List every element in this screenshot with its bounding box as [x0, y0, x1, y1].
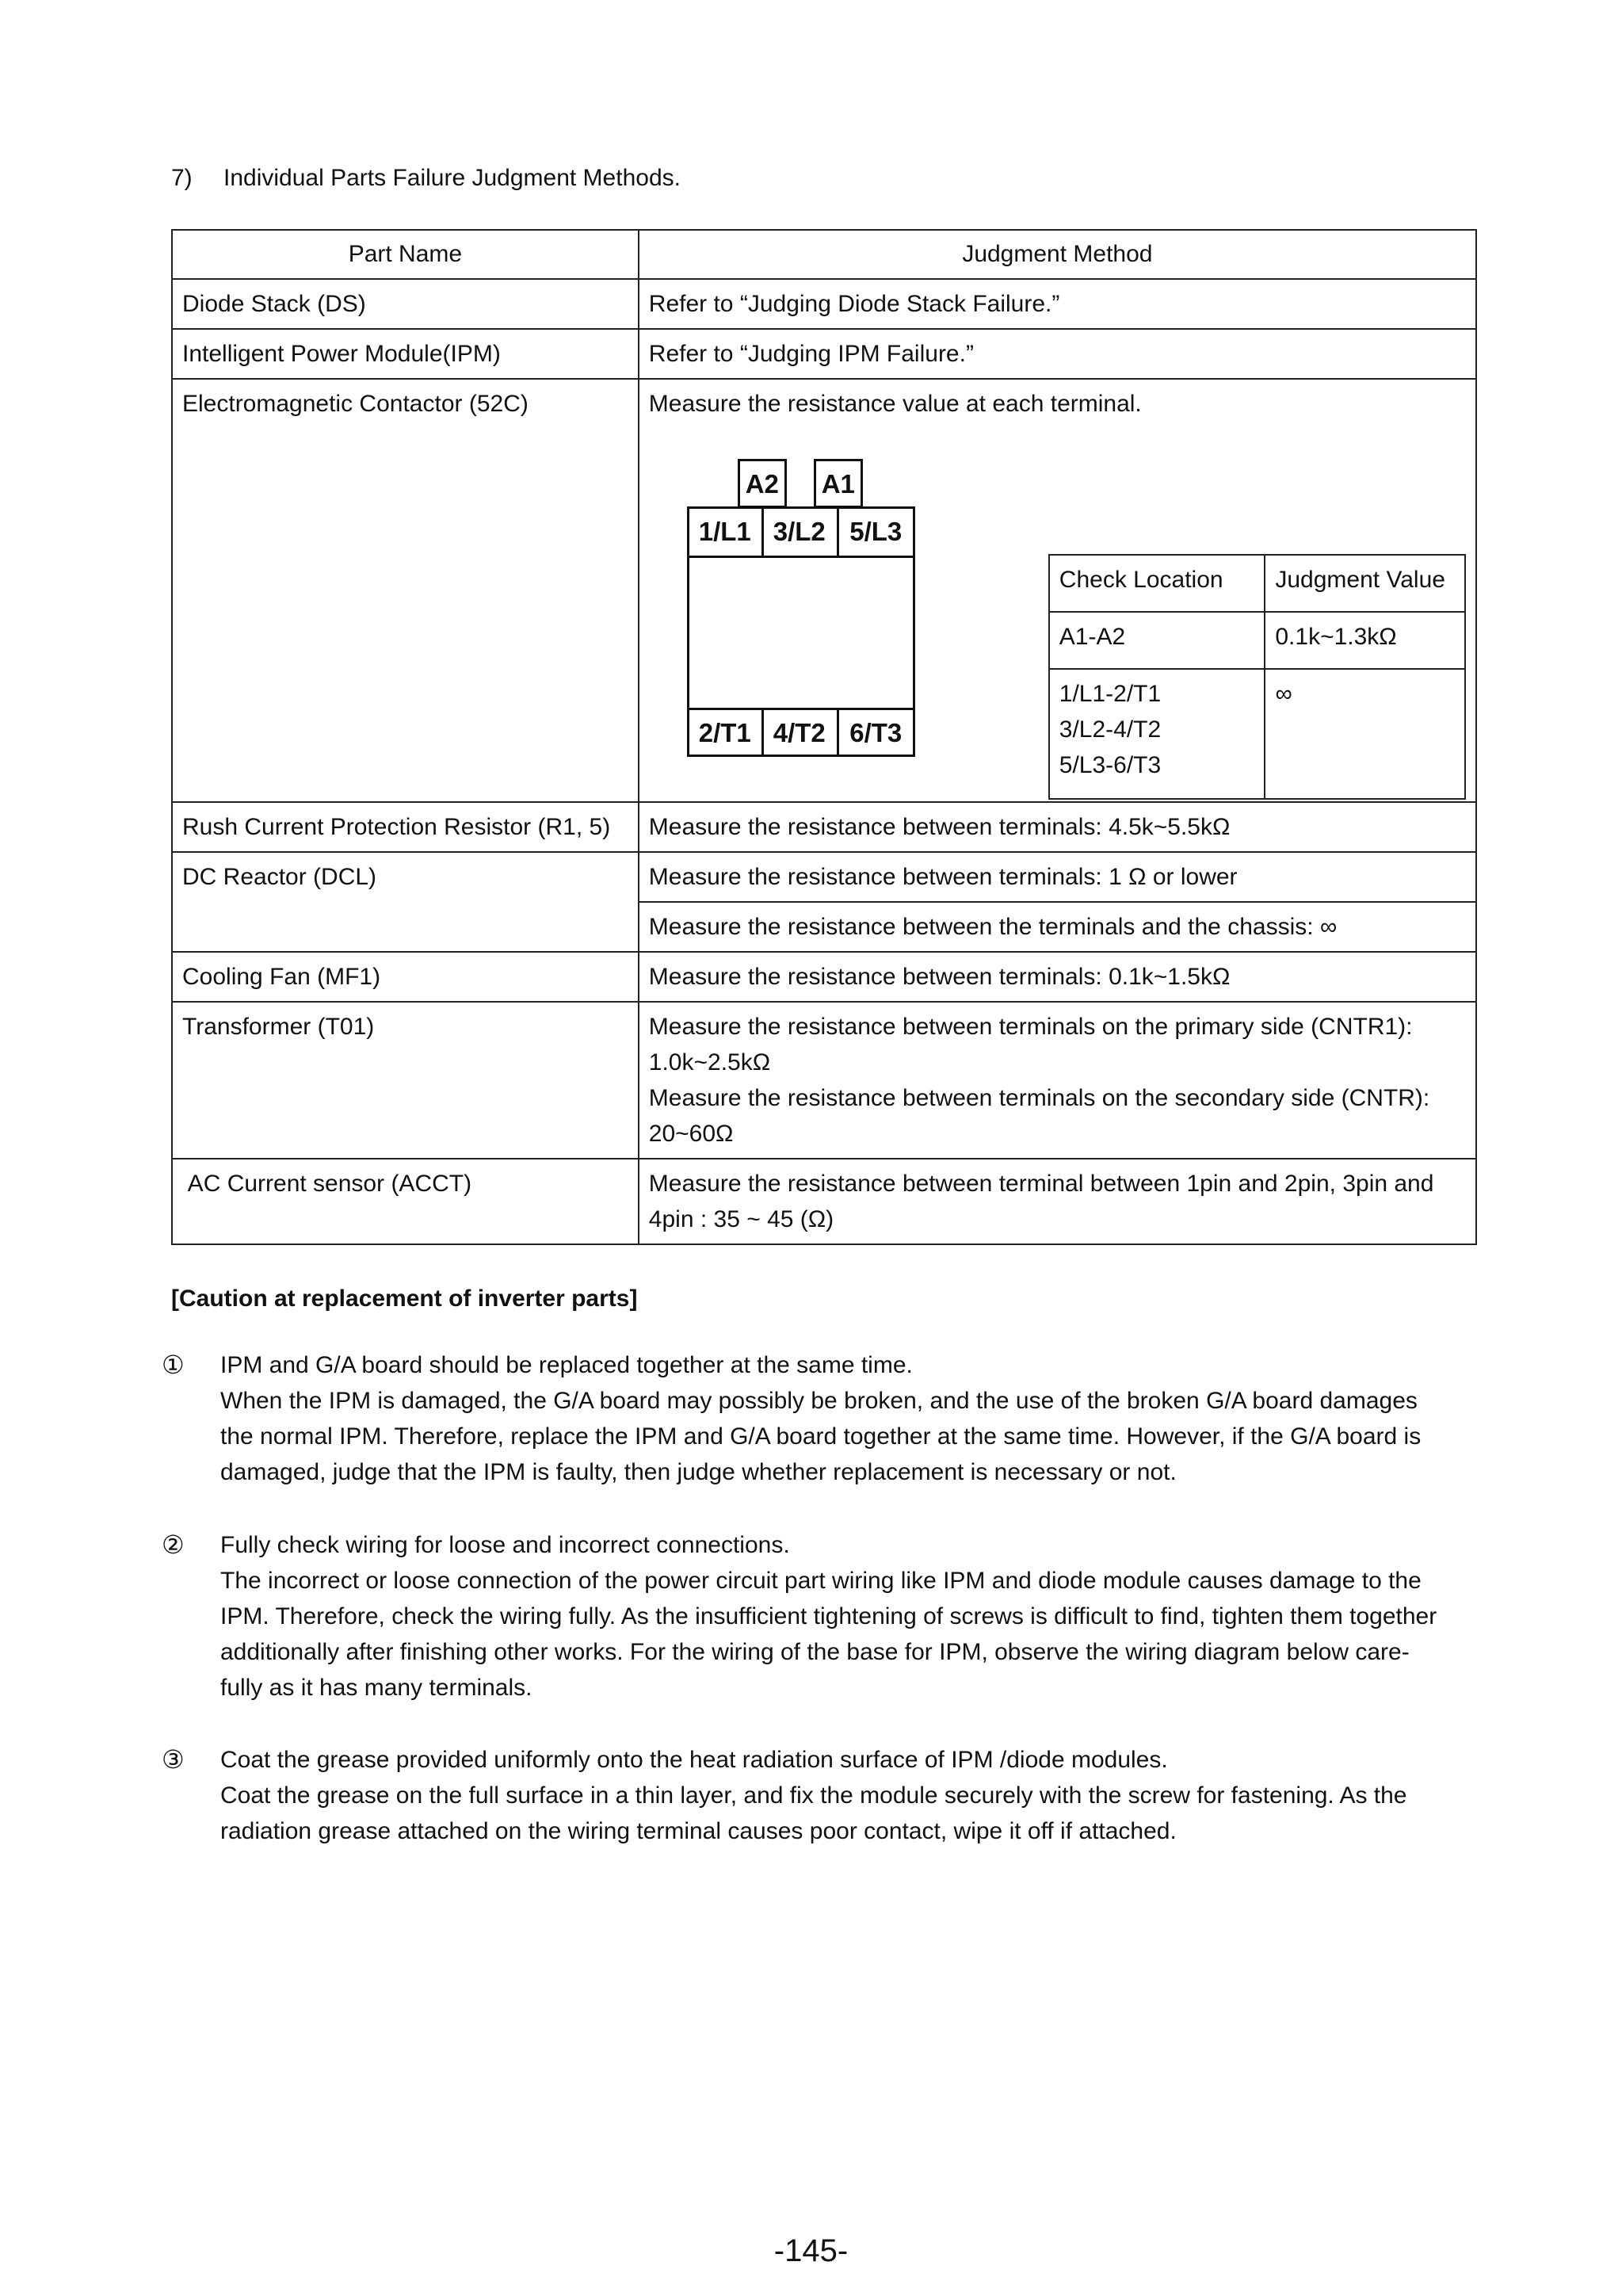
- caution-line: When the IPM is damaged, the G/A board may possibly be broken, and the use of the broken G/A board damages: [220, 1388, 1418, 1414]
- method-line: Measure the resistance between terminals on the secondary side (CNTR):: [648, 1085, 1430, 1111]
- caution-line: damaged, judge that the IPM is faulty, then judge whether replacement is necessary or not.: [220, 1459, 1177, 1485]
- method-text: Measure the resistance value at each terminal.: [648, 391, 1142, 417]
- table-header-row: [172, 230, 1476, 279]
- part-name-cell: Intelligent Power Module(IPM): [172, 329, 639, 379]
- table-row: [172, 1002, 1476, 1159]
- section-number: 7): [171, 165, 193, 191]
- table-row: [172, 852, 1476, 902]
- method-cell: Measure the resistance between the terminals and the chassis: ∞: [639, 902, 1476, 952]
- judgment-value-header: Judgment Value: [1265, 555, 1465, 612]
- caution-title: [Caution at replacement of inverter parts]: [171, 1286, 638, 1312]
- part-name-cell: Transformer (T01): [172, 1002, 639, 1159]
- method-cell: Measure the resistance between terminals: 4.5k~5.5kΩ: [639, 802, 1476, 852]
- coil-label-a1: A1: [821, 468, 855, 499]
- method-line: Measure the resistance between terminals on the primary side (CNTR1):: [648, 1014, 1413, 1040]
- caution-item: [162, 1347, 1493, 1490]
- table-row: [172, 1159, 1476, 1244]
- top-terminal-divider: [687, 556, 915, 558]
- terminal-label-3l2: 3/L2: [773, 516, 826, 546]
- terminal-label-1l1: 1/L1: [698, 516, 751, 546]
- circled-number-2: ②: [162, 1530, 185, 1559]
- judgment-table: [171, 229, 1477, 1245]
- coil-label-a2: A2: [745, 468, 779, 499]
- caution-body: [220, 1347, 1493, 1490]
- contactor-method: [649, 386, 1466, 795]
- caution-line: Coat the grease provided uniformly onto the heat radiation surface of IPM /diode modules.: [220, 1747, 1168, 1773]
- method-cell: Refer to “Judging Diode Stack Failure.”: [639, 279, 1476, 329]
- terminal-label-6t3: 6/T3: [849, 717, 903, 747]
- circled-number-1: ①: [162, 1350, 185, 1379]
- caution-line: the normal IPM. Therefore, replace the IPM and G/A board together at the same time. However, if the G/A board is: [220, 1423, 1422, 1450]
- part-name-cell: DC Reactor (DCL): [172, 852, 639, 952]
- caution-line: Fully check wiring for loose and incorrect connections.: [220, 1532, 790, 1558]
- caution-line: radiation grease attached on the wiring terminal causes poor contact, wipe it off if attached.: [220, 1818, 1177, 1844]
- table-row: [172, 379, 1476, 802]
- method-cell: [639, 379, 1476, 802]
- caution-item: [162, 1527, 1493, 1706]
- caution-line: Coat the grease on the full surface in a thin layer, and fix the module securely with the screw for fastening. As the: [220, 1782, 1407, 1809]
- table-row: [172, 802, 1476, 852]
- header-judgment-method: Judgment Method: [639, 230, 1476, 279]
- table-row: [172, 329, 1476, 379]
- method-cell: [639, 1002, 1476, 1159]
- judgment-value-a1-a2: 0.1k~1.3kΩ: [1265, 612, 1465, 669]
- method-cell: Measure the resistance between terminals: 1 Ω or lower: [639, 852, 1476, 902]
- method-line: Measure the resistance between terminal between 1pin and 2pin, 3pin and: [648, 1171, 1434, 1197]
- method-cell: Measure the resistance between terminals: 0.1k~1.5kΩ: [639, 952, 1476, 1002]
- check-location-main-contacts: [1049, 669, 1265, 799]
- part-name-cell: Rush Current Protection Resistor (R1, 5): [172, 802, 639, 852]
- circled-number-3: ③: [162, 1745, 185, 1774]
- judgment-value-main-contacts: ∞: [1265, 669, 1465, 799]
- method-line: 1.0k~2.5kΩ: [648, 1049, 771, 1075]
- location-line: 5/L3-6/T3: [1059, 752, 1162, 778]
- check-location-header: Check Location: [1049, 555, 1265, 612]
- caution-body: [220, 1742, 1493, 1849]
- caution-item: [162, 1742, 1493, 1849]
- terminal-label-2t1: 2/T1: [698, 717, 751, 747]
- section-title: Individual Parts Failure Judgment Methods.: [223, 165, 681, 191]
- part-name-cell: Diode Stack (DS): [172, 279, 639, 329]
- method-cell: Refer to “Judging IPM Failure.”: [639, 329, 1476, 379]
- method-cell: [639, 1159, 1476, 1244]
- page-number: -145-: [773, 2233, 849, 2268]
- table-row: [172, 952, 1476, 1002]
- part-name-cell: AC Current sensor (ACCT): [172, 1159, 639, 1244]
- caution-line: IPM and G/A board should be replaced together at the same time.: [220, 1352, 913, 1378]
- location-line: 1/L1-2/T1: [1059, 681, 1162, 707]
- terminal-label-5l3: 5/L3: [849, 516, 903, 546]
- caution-line: IPM. Therefore, check the wiring fully. As the insufficient tightening of screws is difficult to find, tighten them together: [220, 1603, 1437, 1629]
- part-name-cell: Electromagnetic Contactor (52C): [172, 379, 639, 802]
- check-location-a1-a2: A1-A2: [1049, 612, 1265, 669]
- header-part-name: Part Name: [172, 230, 639, 279]
- part-name-cell: Cooling Fan (MF1): [172, 952, 639, 1002]
- table-row: [172, 279, 1476, 329]
- method-line: 4pin : 35 ~ 45 (Ω): [648, 1206, 834, 1232]
- method-line: 20~60Ω: [648, 1121, 734, 1147]
- section-heading: [171, 165, 681, 192]
- terminal-label-4t2: 4/T2: [773, 717, 826, 747]
- caution-body: [220, 1527, 1493, 1706]
- caution-line: The incorrect or loose connection of the power circuit part wiring like IPM and diode module causes damage to the: [220, 1568, 1422, 1594]
- caution-line: fully as it has many terminals.: [220, 1675, 532, 1701]
- caution-line: additionally after finishing other works. For the wiring of the base for IPM, observe the wiring diagram below care-: [220, 1639, 1410, 1665]
- check-location-table: [1048, 554, 1466, 800]
- location-line: 3/L2-4/T2: [1059, 716, 1162, 743]
